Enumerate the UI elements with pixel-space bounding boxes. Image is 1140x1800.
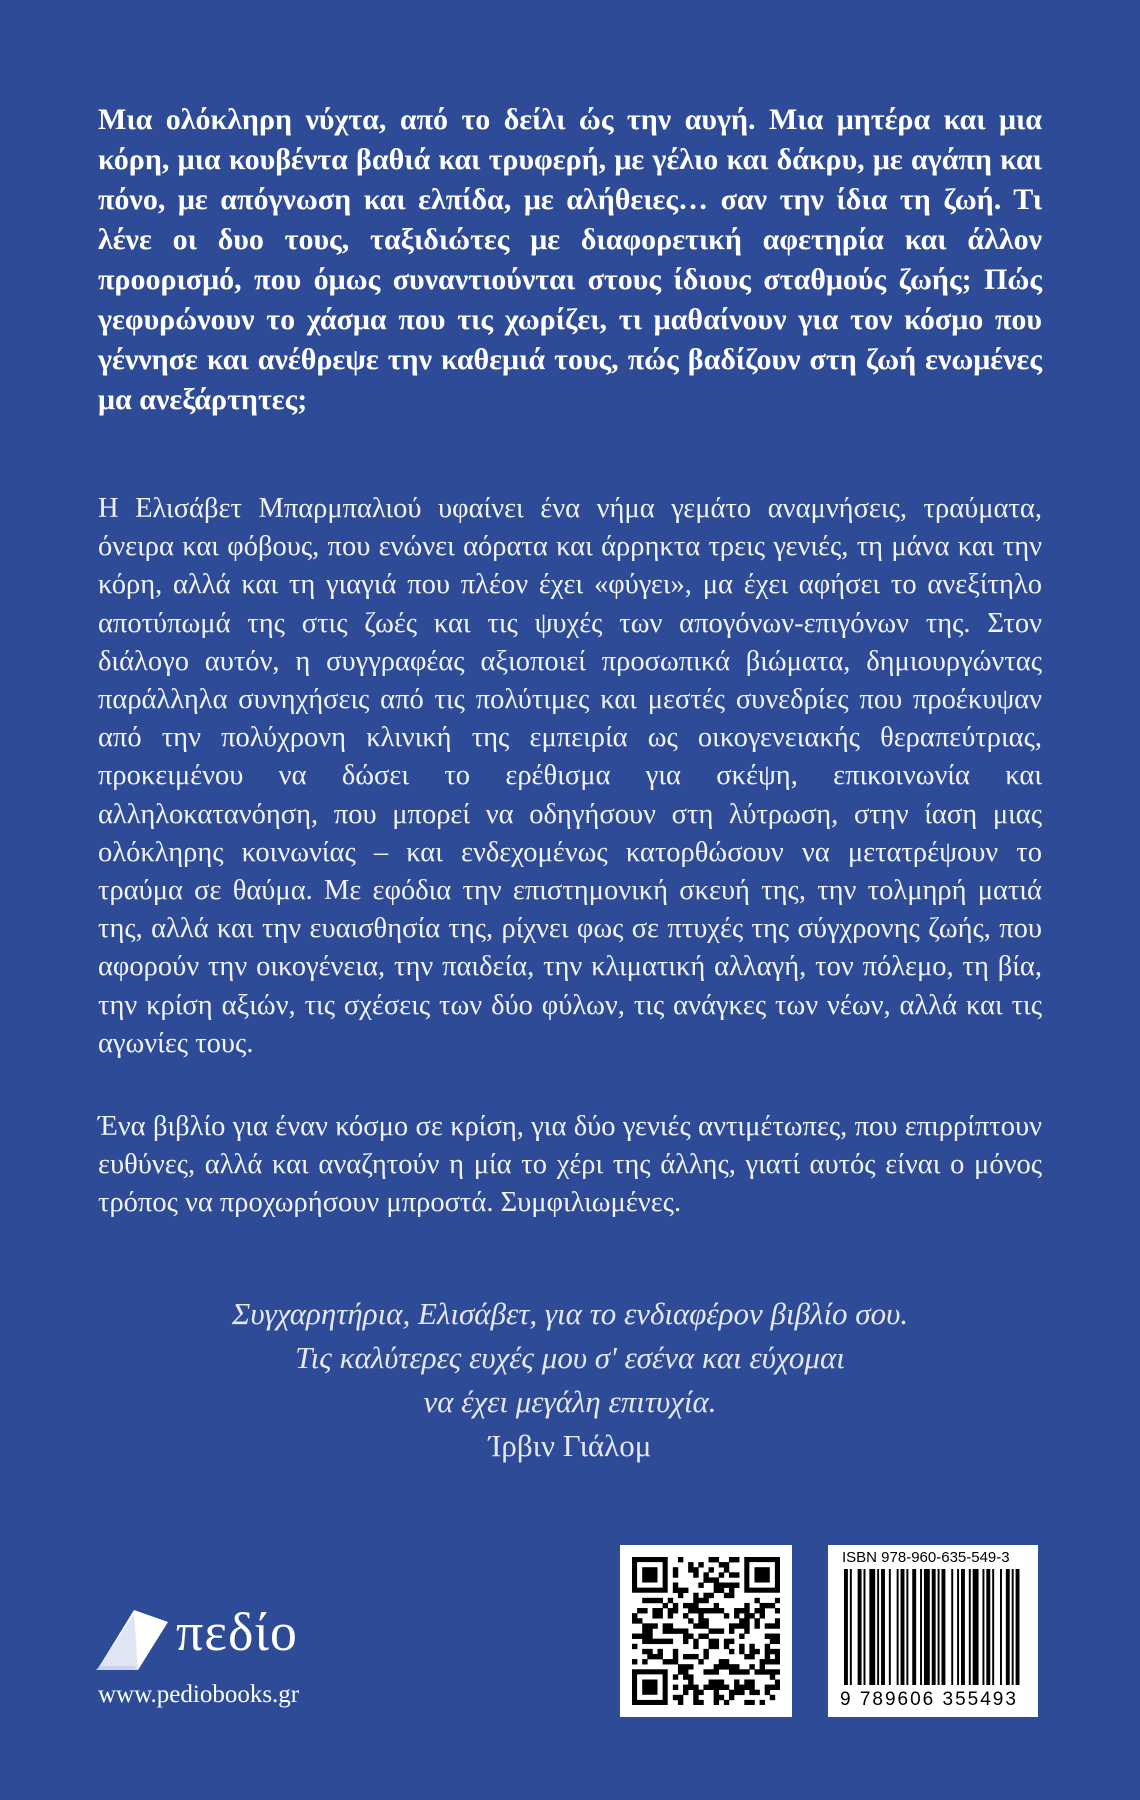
publisher-logo [96,1600,376,1680]
barcode-digits: 9 789606 355493 [840,1689,1018,1710]
isbn-barcode [828,1545,1038,1717]
endorsement-quote [0,1292,1140,1468]
book-icon [96,1600,174,1672]
publisher-url: www.pediobooks.gr [98,1681,300,1708]
quote-line-3: να έχει μεγάλη επιτυχία. [423,1384,717,1419]
description-paragraph-1: Η Ελισάβετ Μπαρμπαλιού υφαίνει ένα νήμα γεμάτο αναμνήσεις, τραύματα, όνειρα και φόβους, που ενώνει αόρατα και άρρηκτα τρεις γενιές, τη μάνα και την κόρη, αλλά και τη γιαγιά που πλέον έχει «φύγει», μα έχει αφήσει το ανεξίτηλο αποτύπωμά της στις ζωές και τις ψυχές των απογόνων-επιγόνων της. Στον διάλογο αυτόν, η συγγραφέας αξιοποιεί προσωπικά βιώματα, δημιουργώντας παράλληλα συνηχήσεις από τις πολύτιμες και μεστές συνεδρίες που προέκυψαν από την πολύχρονη κλινική της εμπειρία ως οικογενειακής θεραπεύτριας, προκειμένου να δώσει το ερέθισμα για σκέψη, επικοινωνία και αλληλοκατανόηση, που μπορεί να οδηγήσουν στη λύτρωση, στην ίαση μιας ολόκληρης κοινωνίας – και ενδεχομένως κατορθώσουν να μετατρέψουν το τραύμα σε θαύμα. Με εφόδια την επιστημονική σκευή της, την τολμηρή ματιά της, αλλά και την ευαισθησία της, ρίχνει φως σε πτυχές της σύγχρονης ζωής, που αφορούν την οικογένεια, την παιδεία, την κλιματική αλλαγή, τον πόλεμο, τη βία, την κρίση αξιών, τις σχέσεις των δύο φύλων, τις ανάγκες των νέων, αλλά και τις αγωνίες τους. [98,493,1042,1059]
blurb-paragraph: Μια ολόκληρη νύχτα, από το δείλι ώς την αυγή. Μια μητέρα και μια κόρη, μια κουβέντα βαθιά και τρυφερή, με γέλιο και δάκρυ, με αγάπη και πόνο, με απόγνωση και ελπίδα, με αλήθειες… σαν την ίδια τη ζωή. Τι λένε οι δυο τους, ταξιδιώτες με διαφορετική αφετηρία και άλλον προορισμό, που όμως συναντιούνται στους ίδιους σταθμούς ζωής; Πώς γεφυρώνουν το χάσμα που τις χωρίζει, τι μαθαίνουν για τον κόσμο που γέννησε και ανέθρεψε την καθεμιά τους, πώς βαδίζουν στη ζωή ενωμένες μα ανεξάρτητες; [98,103,1042,416]
quote-line-1: Συγχαρητήρια, Ελισάβετ, για το ενδιαφέρον βιβλίο σου. [231,1296,909,1331]
publisher-logo-word: πεδίο [176,1602,298,1662]
barcode-bars [838,1569,1028,1687]
quote-line-2: Τις καλύτερες ευχές μου σ' εσένα και εύχομαι [295,1340,845,1375]
isbn-label: ISBN 978-960-635-549-3 [842,1549,1010,1566]
qr-code [620,1545,792,1717]
description-paragraph-2: Ένα βιβλίο για έναν κόσμο σε κρίση, για δύο γενιές αντιμέτωπες, που επιρρίπτουν ευθύνες, αλλά και αναζητούν η μία το χέρι της άλλης, γιατί αυτός είναι ο μόνος τρόπος να προχωρήσουν μπροστά. Συμφιλιωμένες. [98,1111,1042,1219]
quote-signature: Ίρβιν Γιάλομ [488,1428,652,1463]
